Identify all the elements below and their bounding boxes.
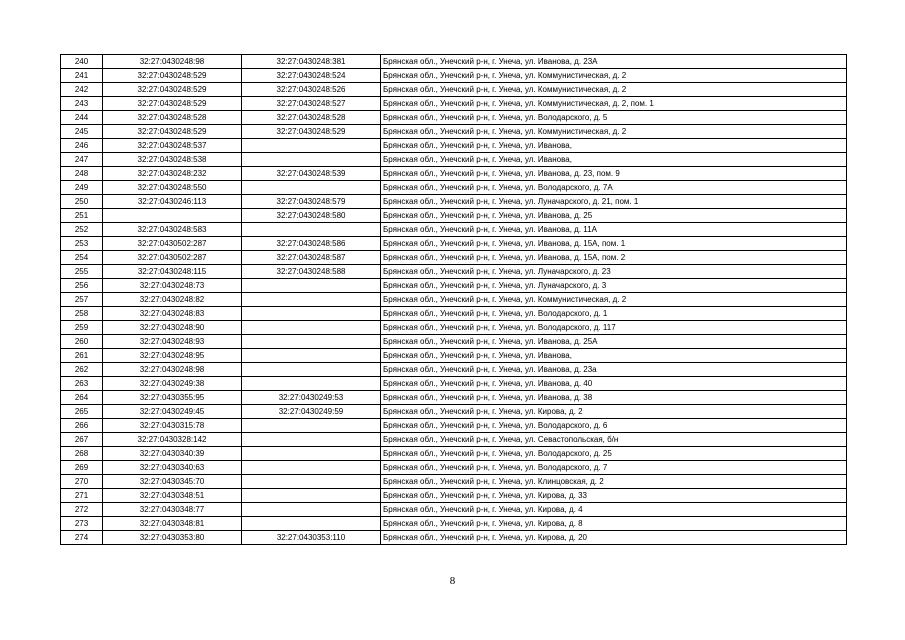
related-cadastral-number-cell <box>242 419 381 433</box>
table-row <box>61 55 847 69</box>
cadastral-number-cell: 32:27:0430249:38 <box>103 377 242 391</box>
address-cell: Брянская обл., Унечский р-н, г. Унеча, ул. Коммунистическая, д. 2 <box>381 83 847 97</box>
related-cadastral-number-cell: 32:27:0430248:587 <box>242 251 381 265</box>
address-cell: Брянская обл., Унечский р-н, г. Унеча, ул. Володарского, д. 25 <box>381 447 847 461</box>
table-row <box>61 307 847 321</box>
related-cadastral-number-cell <box>242 489 381 503</box>
table-row <box>61 97 847 111</box>
table-row <box>61 377 847 391</box>
row-number-cell: 266 <box>61 419 103 433</box>
cadastral-number-cell: 32:27:0430248:93 <box>103 335 242 349</box>
table-row <box>61 167 847 181</box>
related-cadastral-number-cell: 32:27:0430249:59 <box>242 405 381 419</box>
related-cadastral-number-cell: 32:27:0430248:524 <box>242 69 381 83</box>
cadastral-number-cell: 32:27:0430248:537 <box>103 139 242 153</box>
row-number-cell: 271 <box>61 489 103 503</box>
table-row <box>61 447 847 461</box>
table-row <box>61 209 847 223</box>
address-cell: Брянская обл., Унечский р-н, г. Унеча, ул. Володарского, д. 1 <box>381 307 847 321</box>
row-number-cell: 251 <box>61 209 103 223</box>
related-cadastral-number-cell: 32:27:0430248:579 <box>242 195 381 209</box>
table-row <box>61 475 847 489</box>
related-cadastral-number-cell: 32:27:0430248:539 <box>242 167 381 181</box>
address-cell: Брянская обл., Унечский р-н, г. Унеча, ул. Иванова, д. 15А, пом. 1 <box>381 237 847 251</box>
cadastral-number-cell: 32:27:0430345:70 <box>103 475 242 489</box>
related-cadastral-number-cell: 32:27:0430248:381 <box>242 55 381 69</box>
table-row <box>61 111 847 125</box>
row-number-cell: 241 <box>61 69 103 83</box>
table-row <box>61 433 847 447</box>
cadastral-number-cell: 32:27:0430248:583 <box>103 223 242 237</box>
cadastral-number-cell: 32:27:0430340:63 <box>103 461 242 475</box>
row-number-cell: 262 <box>61 363 103 377</box>
table-row <box>61 153 847 167</box>
related-cadastral-number-cell <box>242 181 381 195</box>
cadastral-number-cell: 32:27:0430353:80 <box>103 531 242 545</box>
address-cell: Брянская обл., Унечский р-н, г. Унеча, ул. Володарского, д. 7А <box>381 181 847 195</box>
table-row <box>61 419 847 433</box>
cadastral-number-cell: 32:27:0430328:142 <box>103 433 242 447</box>
cadastral-number-cell: 32:27:0430248:73 <box>103 279 242 293</box>
table-row <box>61 293 847 307</box>
address-cell: Брянская обл., Унечский р-н, г. Унеча, ул. Кирова, д. 8 <box>381 517 847 531</box>
cadastral-number-cell: 32:27:0430248:528 <box>103 111 242 125</box>
cadastral-number-cell: 32:27:0430248:529 <box>103 97 242 111</box>
related-cadastral-number-cell <box>242 433 381 447</box>
address-cell: Брянская обл., Унечский р-н, г. Унеча, ул. Иванова, д. 23, пом. 9 <box>381 167 847 181</box>
related-cadastral-number-cell <box>242 363 381 377</box>
table-row <box>61 223 847 237</box>
table-row <box>61 461 847 475</box>
related-cadastral-number-cell <box>242 307 381 321</box>
table-row <box>61 531 847 545</box>
table-row <box>61 69 847 83</box>
related-cadastral-number-cell <box>242 475 381 489</box>
row-number-cell: 257 <box>61 293 103 307</box>
row-number-cell: 252 <box>61 223 103 237</box>
related-cadastral-number-cell <box>242 223 381 237</box>
address-cell: Брянская обл., Унечский р-н, г. Унеча, ул. Иванова, д. 38 <box>381 391 847 405</box>
row-number-cell: 247 <box>61 153 103 167</box>
address-cell: Брянская обл., Унечский р-н, г. Унеча, ул. Володарского, д. 6 <box>381 419 847 433</box>
row-number-cell: 269 <box>61 461 103 475</box>
row-number-cell: 273 <box>61 517 103 531</box>
address-cell: Брянская обл., Унечский р-н, г. Унеча, ул. Володарского, д. 117 <box>381 321 847 335</box>
table-row <box>61 251 847 265</box>
table-row <box>61 195 847 209</box>
related-cadastral-number-cell: 32:27:0430248:580 <box>242 209 381 223</box>
address-cell: Брянская обл., Унечский р-н, г. Унеча, ул. Иванова, д. 11А <box>381 223 847 237</box>
table-row <box>61 279 847 293</box>
address-cell: Брянская обл., Унечский р-н, г. Унеча, ул. Иванова, д. 23а <box>381 363 847 377</box>
address-cell: Брянская обл., Унечский р-н, г. Унеча, ул. Иванова, д. 23А <box>381 55 847 69</box>
related-cadastral-number-cell <box>242 349 381 363</box>
cadastral-number-cell: 32:27:0430348:77 <box>103 503 242 517</box>
cadastral-number-cell: 32:27:0430248:538 <box>103 153 242 167</box>
cadastral-number-cell: 32:27:0430249:45 <box>103 405 242 419</box>
related-cadastral-number-cell <box>242 335 381 349</box>
address-cell: Брянская обл., Унечский р-н, г. Унеча, ул. Коммунистическая, д. 2 <box>381 125 847 139</box>
related-cadastral-number-cell <box>242 517 381 531</box>
address-cell: Брянская обл., Унечский р-н, г. Унеча, ул. Луначарского, д. 21, пом. 1 <box>381 195 847 209</box>
address-cell: Брянская обл., Унечский р-н, г. Унеча, ул. Кирова, д. 20 <box>381 531 847 545</box>
cadastral-number-cell: 32:27:0430248:115 <box>103 265 242 279</box>
related-cadastral-number-cell: 32:27:0430249:53 <box>242 391 381 405</box>
cadastral-number-cell: 32:27:0430248:90 <box>103 321 242 335</box>
cadastral-number-cell: 32:27:0430248:529 <box>103 125 242 139</box>
related-cadastral-number-cell <box>242 377 381 391</box>
cadastral-number-cell: 32:27:0430355:95 <box>103 391 242 405</box>
related-cadastral-number-cell: 32:27:0430248:586 <box>242 237 381 251</box>
row-number-cell: 240 <box>61 55 103 69</box>
address-cell: Брянская обл., Унечский р-н, г. Унеча, ул. Иванова, д. 25А <box>381 335 847 349</box>
table-row <box>61 489 847 503</box>
address-cell: Брянская обл., Унечский р-н, г. Унеча, ул. Луначарского, д. 3 <box>381 279 847 293</box>
address-cell: Брянская обл., Унечский р-н, г. Унеча, ул. Кирова, д. 33 <box>381 489 847 503</box>
row-number-cell: 248 <box>61 167 103 181</box>
row-number-cell: 265 <box>61 405 103 419</box>
related-cadastral-number-cell: 32:27:0430248:588 <box>242 265 381 279</box>
row-number-cell: 254 <box>61 251 103 265</box>
cadastral-number-cell: 32:27:0430348:81 <box>103 517 242 531</box>
row-number-cell: 263 <box>61 377 103 391</box>
row-number-cell: 267 <box>61 433 103 447</box>
cadastral-number-cell: 32:27:0430248:529 <box>103 83 242 97</box>
cadastral-number-cell: 32:27:0430248:95 <box>103 349 242 363</box>
related-cadastral-number-cell <box>242 153 381 167</box>
address-cell: Брянская обл., Унечский р-н, г. Унеча, ул. Иванова, <box>381 349 847 363</box>
address-cell: Брянская обл., Унечский р-н, г. Унеча, ул. Клинцовская, д. 2 <box>381 475 847 489</box>
row-number-cell: 256 <box>61 279 103 293</box>
cadastral-number-cell: 32:27:0430502:287 <box>103 251 242 265</box>
table-row <box>61 181 847 195</box>
row-number-cell: 250 <box>61 195 103 209</box>
cadastral-number-cell: 32:27:0430248:529 <box>103 69 242 83</box>
row-number-cell: 253 <box>61 237 103 251</box>
address-cell: Брянская обл., Унечский р-н, г. Унеча, ул. Коммунистическая, д. 2, пом. 1 <box>381 97 847 111</box>
cadastral-number-cell: 32:27:0430340:39 <box>103 447 242 461</box>
row-number-cell: 258 <box>61 307 103 321</box>
table-row <box>61 405 847 419</box>
related-cadastral-number-cell <box>242 293 381 307</box>
related-cadastral-number-cell <box>242 321 381 335</box>
row-number-cell: 264 <box>61 391 103 405</box>
address-cell: Брянская обл., Унечский р-н, г. Унеча, ул. Коммунистическая, д. 2 <box>381 293 847 307</box>
address-cell: Брянская обл., Унечский р-н, г. Унеча, ул. Иванова, <box>381 153 847 167</box>
row-number-cell: 259 <box>61 321 103 335</box>
related-cadastral-number-cell <box>242 503 381 517</box>
table-row <box>61 391 847 405</box>
row-number-cell: 270 <box>61 475 103 489</box>
cadastral-number-cell: 32:27:0430248:98 <box>103 363 242 377</box>
related-cadastral-number-cell <box>242 279 381 293</box>
row-number-cell: 272 <box>61 503 103 517</box>
table-body <box>61 55 847 545</box>
address-cell: Брянская обл., Унечский р-н, г. Унеча, ул. Иванова, д. 40 <box>381 377 847 391</box>
cadastral-number-cell: 32:27:0430248:83 <box>103 307 242 321</box>
table-row <box>61 125 847 139</box>
related-cadastral-number-cell: 32:27:0430248:529 <box>242 125 381 139</box>
table-row <box>61 83 847 97</box>
cadastral-number-cell: 32:27:0430315:78 <box>103 419 242 433</box>
table-row <box>61 335 847 349</box>
row-number-cell: 268 <box>61 447 103 461</box>
cadastral-number-cell: 32:27:0430248:550 <box>103 181 242 195</box>
page-number: 8 <box>449 575 456 587</box>
row-number-cell: 255 <box>61 265 103 279</box>
cadastral-number-cell <box>103 209 242 223</box>
table-row <box>61 139 847 153</box>
row-number-cell: 242 <box>61 83 103 97</box>
related-cadastral-number-cell <box>242 447 381 461</box>
row-number-cell: 246 <box>61 139 103 153</box>
row-number-cell: 244 <box>61 111 103 125</box>
cadastral-number-cell: 32:27:0430248:82 <box>103 293 242 307</box>
address-cell: Брянская обл., Унечский р-н, г. Унеча, ул. Иванова, д. 15А, пом. 2 <box>381 251 847 265</box>
table-row <box>61 265 847 279</box>
address-cell: Брянская обл., Унечский р-н, г. Унеча, ул. Луначарского, д. 23 <box>381 265 847 279</box>
row-number-cell: 274 <box>61 531 103 545</box>
cadastral-number-cell: 32:27:0430248:98 <box>103 55 242 69</box>
row-number-cell: 243 <box>61 97 103 111</box>
table-row <box>61 517 847 531</box>
related-cadastral-number-cell <box>242 461 381 475</box>
address-cell: Брянская обл., Унечский р-н, г. Унеча, ул. Кирова, д. 4 <box>381 503 847 517</box>
related-cadastral-number-cell: 32:27:0430353:110 <box>242 531 381 545</box>
related-cadastral-number-cell <box>242 139 381 153</box>
table-row <box>61 321 847 335</box>
cadastral-number-cell: 32:27:0430246:113 <box>103 195 242 209</box>
related-cadastral-number-cell: 32:27:0430248:527 <box>242 97 381 111</box>
property-register-table <box>60 54 847 545</box>
related-cadastral-number-cell: 32:27:0430248:528 <box>242 111 381 125</box>
address-cell: Брянская обл., Унечский р-н, г. Унеча, ул. Севастопольская, б/н <box>381 433 847 447</box>
address-cell: Брянская обл., Унечский р-н, г. Унеча, ул. Иванова, д. 25 <box>381 209 847 223</box>
table-row <box>61 363 847 377</box>
table-row <box>61 349 847 363</box>
row-number-cell: 245 <box>61 125 103 139</box>
cadastral-number-cell: 32:27:0430248:232 <box>103 167 242 181</box>
row-number-cell: 260 <box>61 335 103 349</box>
address-cell: Брянская обл., Унечский р-н, г. Унеча, ул. Володарского, д. 5 <box>381 111 847 125</box>
address-cell: Брянская обл., Унечский р-н, г. Унеча, ул. Кирова, д. 2 <box>381 405 847 419</box>
address-cell: Брянская обл., Унечский р-н, г. Унеча, ул. Коммунистическая, д. 2 <box>381 69 847 83</box>
cadastral-number-cell: 32:27:0430348:51 <box>103 489 242 503</box>
table-row <box>61 503 847 517</box>
row-number-cell: 261 <box>61 349 103 363</box>
row-number-cell: 249 <box>61 181 103 195</box>
cadastral-number-cell: 32:27:0430502:287 <box>103 237 242 251</box>
address-cell: Брянская обл., Унечский р-н, г. Унеча, ул. Иванова, <box>381 139 847 153</box>
table-row <box>61 237 847 251</box>
related-cadastral-number-cell: 32:27:0430248:526 <box>242 83 381 97</box>
address-cell: Брянская обл., Унечский р-н, г. Унеча, ул. Володарского, д. 7 <box>381 461 847 475</box>
